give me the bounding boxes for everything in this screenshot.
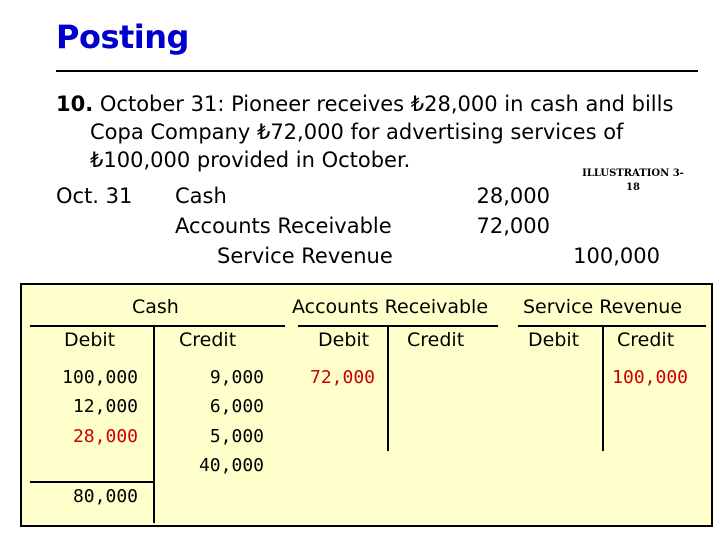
transaction-description-line-1 — [56, 94, 673, 115]
journal-account-receivable: Accounts Receivable — [175, 214, 392, 238]
cash-debit-entry: 100,000 — [62, 367, 138, 388]
t-account-receivable-title: Accounts Receivable — [292, 296, 489, 318]
cash-credit-entry: 9,000 — [209, 367, 264, 388]
cash-credit-entry: 40,000 — [198, 455, 264, 476]
t-account-cash-hline — [30, 325, 285, 327]
title-divider — [56, 70, 698, 72]
journal-debit-receivable: 72,000 — [476, 214, 550, 238]
t-account-service-revenue-credit-header: Credit — [617, 329, 675, 351]
journal-date: Oct. 31 — [56, 184, 133, 208]
t-account-cash-debit-header: Debit — [64, 329, 116, 351]
cash-credit-entry: 6,000 — [209, 396, 264, 417]
receivable-debit-entry-highlighted: 72,000 — [310, 367, 376, 388]
t-account-service-revenue-hline — [518, 325, 706, 327]
service-revenue-credit-entry-highlighted: 100,000 — [612, 367, 688, 388]
t-accounts-panel — [20, 283, 713, 527]
t-account-cash-credit-header: Credit — [179, 329, 237, 351]
t-account-service-revenue-debit-header: Debit — [528, 329, 580, 351]
t-account-receivable-credit-header: Credit — [407, 329, 465, 351]
illustration-label: ILLUSTRATION 3-18 — [582, 168, 684, 193]
journal-debit-cash: 28,000 — [476, 184, 550, 208]
t-account-cash-vline — [153, 327, 155, 523]
journal-account-service-revenue: Service Revenue — [217, 244, 393, 268]
t-account-cash-title: Cash — [132, 296, 179, 318]
transaction-description-line-2: Copa Company ₺72,000 for advertising services of — [90, 120, 624, 144]
cash-credit-entry: 5,000 — [209, 426, 264, 447]
t-account-receivable-debit-header: Debit — [318, 329, 370, 351]
t-account-service-revenue-vline — [602, 327, 604, 451]
item-number: 10. — [56, 92, 94, 116]
cash-debit-entry: 12,000 — [72, 396, 138, 417]
cash-balance: 80,000 — [72, 486, 138, 507]
journal-credit-service-revenue: 100,000 — [573, 244, 660, 268]
transaction-description-line-3: ₺100,000 provided in October. — [90, 148, 411, 172]
t-account-receivable-hline — [298, 325, 498, 327]
slide-title: Posting — [56, 18, 189, 56]
journal-account-cash: Cash — [175, 184, 227, 208]
cash-debit-entry-highlighted: 28,000 — [72, 426, 138, 447]
cash-balance-rule — [30, 481, 155, 483]
t-account-receivable-vline — [387, 327, 389, 451]
description-line-1-text: October 31: Pioneer receives ₺28,000 in cash and bills — [99, 92, 674, 116]
t-account-service-revenue-title: Service Revenue — [523, 296, 683, 318]
